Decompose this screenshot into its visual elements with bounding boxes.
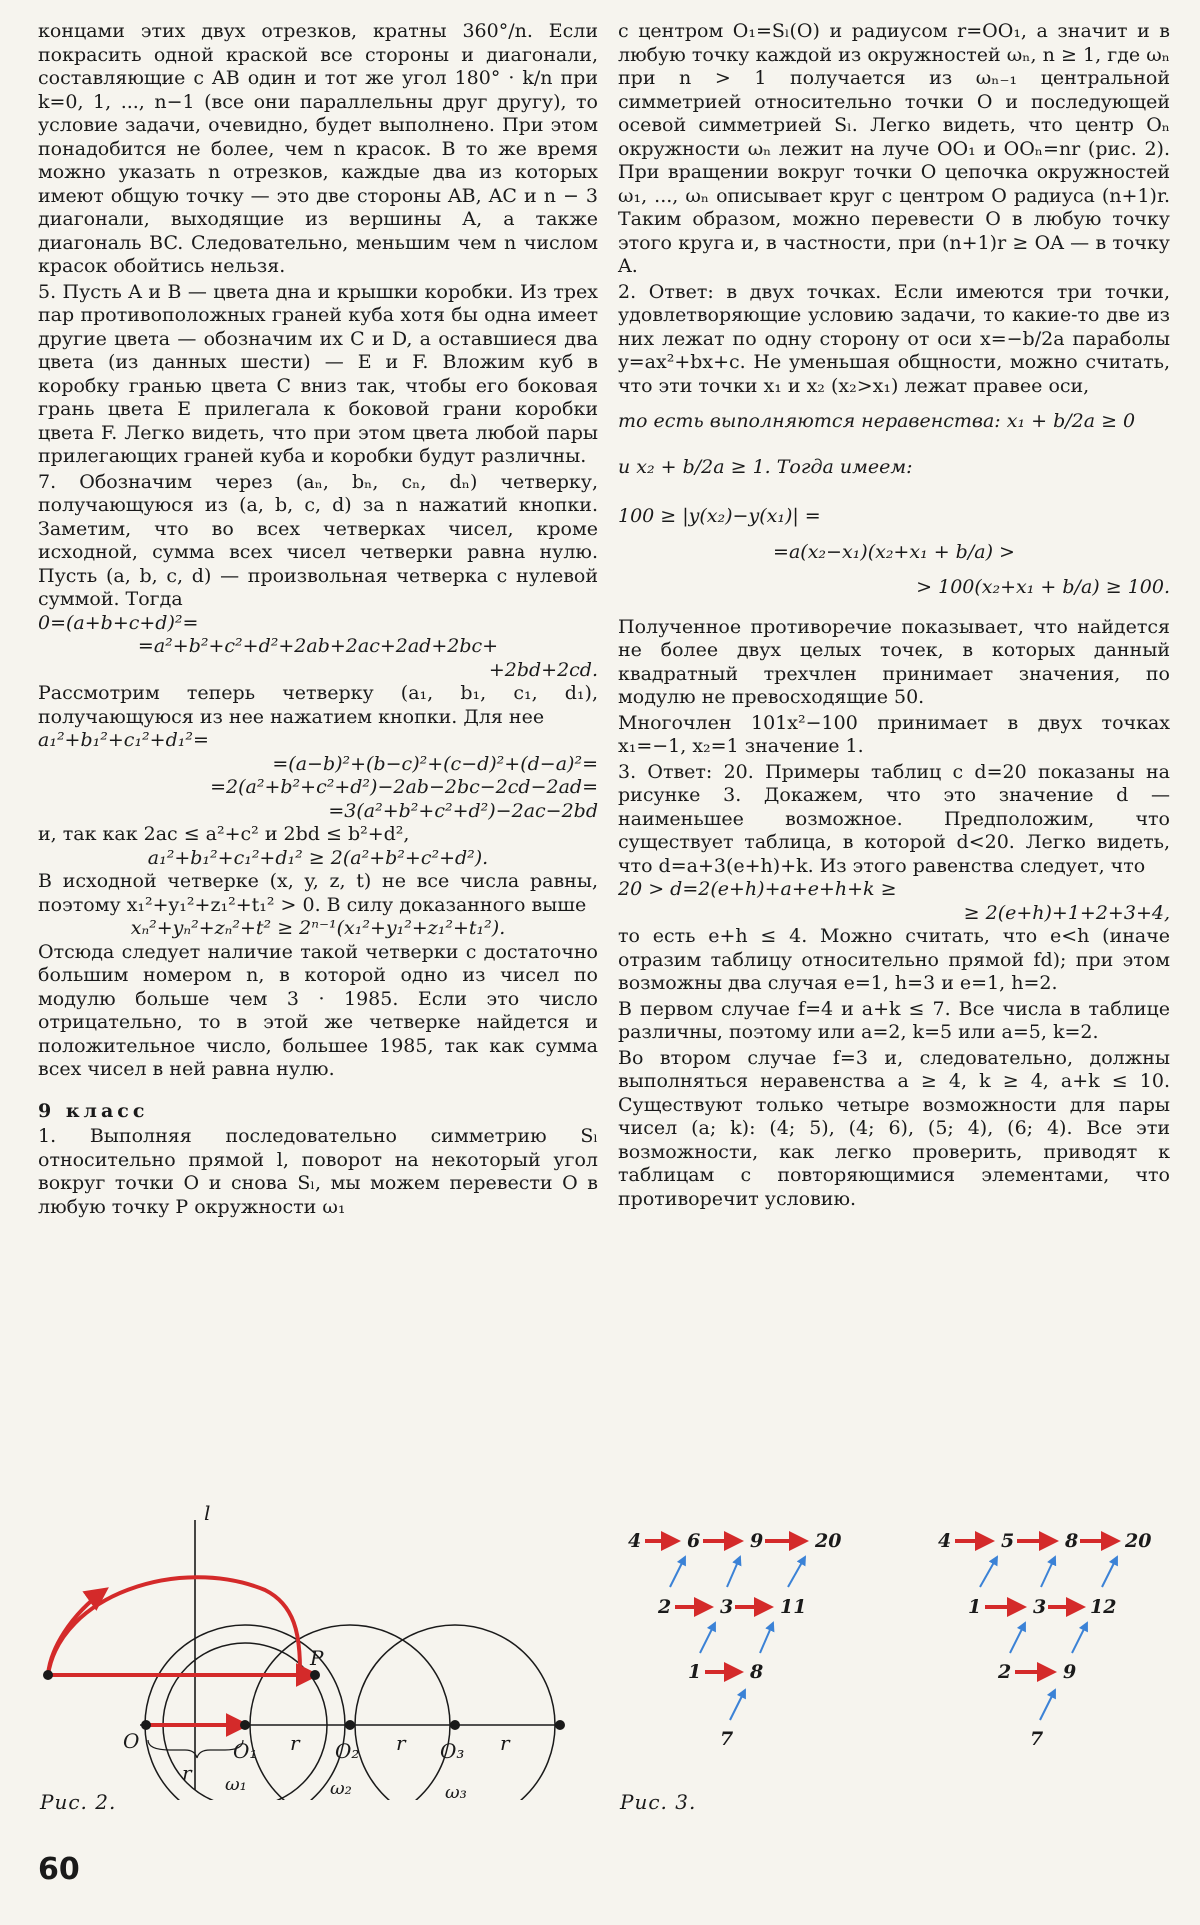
page-number: 60 xyxy=(38,1852,80,1887)
paragraph: Многочлен 101x²−100 принимает в двух точках x₁=−1, x₂=1 значение 1. xyxy=(618,711,1170,757)
figure-2-caption: Рис. 2. xyxy=(40,1790,117,1814)
problem-1: 1. Выполняя последовательно симметрию Sₗ относительно прямой l, поворот на некоторый угол вокруг точки O и снова Sₗ, мы можем перевести O в любую точку P окружности ω₁ xyxy=(38,1125,598,1218)
equation: =2(a²+b²+c²+d²)−2ab−2bc−2cd−2ad= xyxy=(210,776,598,798)
table-2-blue-arrows xyxy=(980,1557,1117,1720)
equation: 100 ≥ |y(x₂)−y(x₁)| = xyxy=(618,505,821,527)
label-O1: O₁ xyxy=(233,1739,258,1763)
table-2 xyxy=(938,1530,1151,1750)
equation: +2bd+2cd. xyxy=(488,658,598,681)
cell: 5 xyxy=(1001,1530,1015,1552)
label-r: r xyxy=(290,1731,300,1755)
equation: a₁²+b₁²+c₁²+d₁²= xyxy=(38,729,209,751)
cell: 3 xyxy=(1033,1596,1047,1618)
paragraph: Во втором случае f=3 и, следовательно, должны выполняться неравенства a ≥ 4, k ≥ 4, a+k ≤ 10. Существуют только четыре возможности для пары чисел (a; k): (4; 5), (4; 6), (5; 4), (6; 4). Все эти возможности, как легко проверить, приводят к таблицам с повторяющимися элементами, что противоречит условию. xyxy=(618,1046,1170,1210)
label-omega2: ω₂ xyxy=(330,1778,352,1799)
equation: =3(a²+b²+c²+d²)−2ac−2bd xyxy=(328,799,598,822)
problem-3: 3. Ответ: 20. Примеры таблиц с d=20 показаны на рисунке 3. Докажем, что это значение d — наименьшее возможное. Предположим, что существует таблица, в которой d<20. Легко видеть, что d=a+3(e+h)+k. Из этого равенства следует, что xyxy=(618,760,1170,877)
problem-5: 5. Пусть A и B — цвета дна и крышки коробки. Из трех пар противоположных граней куба хотя бы одна имеет другие цвета — обозначим их C и D, а оставшиеся два цвета (из данных шести) — E и F. Вложим куб в коробку гранью цвета C вниз так, чтобы его боковая грань цвета E прилегала к боковой грани коробки цвета F. Легко видеть, что при этом цвета любой пары прилегающих граней куба и коробки будут различны. xyxy=(38,280,598,467)
label-O: O xyxy=(123,1729,140,1753)
cell: 11 xyxy=(780,1596,807,1618)
equation: =a(x₂−x₁)(x₂+x₁ + b/a) > xyxy=(773,540,1015,563)
table-1 xyxy=(628,1530,841,1750)
paragraph: и, так как 2ac ≤ a²+c² и 2bd ≤ b²+d², xyxy=(38,823,410,845)
figure-3 xyxy=(615,1515,1175,1790)
paragraph: концами этих двух отрезков, кратны 360°/n. Если покрасить одной краской все стороны и диагонали, составляющие с AB один и тот же угол 180° · k/n при k=0, 1, ..., n−1 (все они параллельны друг другу), то условие задачи, очевидно, будет выполнено. При этом понадобится не более, чем n красок. В то же время можно указать n отрезков, каждые два из которых имеют общую точку — это две стороны AB, AC и n − 3 диагонали, выходящие из вершины A, а также диагональ BC. Следовательно, меньшим чем n числом красок обойтись нельзя. xyxy=(38,20,598,277)
right-column xyxy=(618,20,1170,1211)
cell: 8 xyxy=(1065,1530,1079,1552)
paragraph: с центром O₁=Sₗ(O) и радиусом r=OO₁, а значит и в любую точку каждой из окружностей ωₙ, n ≥ 1, где ωₙ при n > 1 получается из ωₙ₋₁ центральной симметрией относительно точки O и последующей осевой симметрией Sₗ. Легко видеть, что центр Oₙ окружности ωₙ лежит на луче OO₁ и OOₙ=nr (рис. 2). При вращении вокруг точки O цепочка окружностей ω₁, ..., ωₙ описывает круг с центром O радиуса (n+1)r. Таким образом, можно перевести O в любую точку этого круга и, в частности, при (n+1)r ≥ OA — в точку A. xyxy=(618,20,1170,277)
cell: 9 xyxy=(750,1530,764,1552)
figure-2 xyxy=(30,1500,590,1800)
equation: ≥ 2(e+h)+1+2+3+4, xyxy=(963,901,1170,924)
equation: 20 > d=2(e+h)+a+e+h+k ≥ xyxy=(618,878,897,900)
cell: 20 xyxy=(815,1530,842,1552)
label-P: P xyxy=(310,1646,324,1670)
equation: a₁²+b₁²+c₁²+d₁² ≥ 2(a²+b²+c²+d²). xyxy=(147,846,489,869)
equation: =(a−b)²+(b−c)²+(c−d)²+(d−a)²= xyxy=(272,752,598,775)
paragraph: Полученное противоречие показывает, что найдется не более двух целых точек, в которых данный квадратный трехчлен принимает значения, по модулю не превосходящие 50. xyxy=(618,615,1170,708)
cell: 4 xyxy=(938,1530,952,1552)
points xyxy=(43,1670,565,1730)
cell: 1 xyxy=(968,1596,982,1618)
cell: 7 xyxy=(1030,1728,1044,1750)
label-l: l xyxy=(204,1501,211,1525)
cell: 1 xyxy=(688,1661,702,1683)
label-O3: O₃ xyxy=(440,1739,465,1763)
label-r: r xyxy=(396,1731,406,1755)
problem-7: 7. Обозначим через (aₙ, bₙ, cₙ, dₙ) четверку, получающуюся из (a, b, c, d) за n нажатий кнопки. Заметим, что во всех четверках чисел, кроме исходной, сумма всех чисел четверки равна нулю. Пусть (a, b, c, d) — произвольная четверка с нулевой суммой. Тогда xyxy=(38,470,598,610)
label-omega3: ω₃ xyxy=(445,1782,467,1800)
label-omega1: ω₁ xyxy=(225,1774,247,1795)
equation: и x₂ + b/2a ≥ 1. Тогда имеем: xyxy=(618,455,913,478)
paragraph: Рассмотрим теперь четверку (a₁, b₁, c₁, d₁), получающуюся из нее нажатием кнопки. Для нее xyxy=(38,682,598,728)
problem-2: 2. Ответ: в двух точках. Если имеются три точки, удовлетворяющие условию задачи, то какие-то две из них лежат по одну сторону от оси x=−b/2a параболы y=ax²+bx+c. Не уменьшая общности, можно считать, что эти точки x₁ и x₂ (x₂>x₁) лежат правее оси, xyxy=(618,280,1170,397)
cell: 12 xyxy=(1090,1596,1117,1618)
red-arc-head xyxy=(48,1590,105,1675)
label-r: r xyxy=(500,1731,510,1755)
equation: xₙ²+yₙ²+zₙ²+t² ≥ 2ⁿ⁻¹(x₁²+y₁²+z₁²+t₁²). xyxy=(130,917,506,939)
equation: то есть выполняются неравенства: x₁ + b/2a ≥ 0 xyxy=(618,410,1136,432)
cell: 4 xyxy=(628,1530,642,1552)
cell: 3 xyxy=(720,1596,734,1618)
paragraph: то есть e+h ≤ 4. Можно считать, что e<h (иначе отразим таблицу относительно прямой fd); при этом возможны два случая e=1, h=3 и e=1, h=2. xyxy=(618,925,1170,994)
equation: 0=(a+b+c+d)²= xyxy=(38,611,199,634)
label-r: r xyxy=(182,1761,192,1785)
circle-omega3 xyxy=(355,1625,555,1800)
paragraph: В первом случае f=4 и a+k ≤ 7. Все числа в таблице различны, поэтому или a=2, k=5 или a=5, k=2. xyxy=(618,997,1170,1043)
cell: 7 xyxy=(720,1728,734,1750)
cell: 2 xyxy=(658,1596,672,1618)
cell: 8 xyxy=(750,1661,764,1683)
cell: 9 xyxy=(1063,1661,1077,1683)
equation: > 100(x₂+x₁ + b/a) ≥ 100. xyxy=(916,576,1170,598)
table-1-blue-arrows xyxy=(670,1557,805,1720)
paragraph: Отсюда следует наличие такой четверки с достаточно большим номером n, в которой одно из чисел по модулю больше чем 3 · 1985. Если это число отрицательно, то в этой же четверке найдется и положительное число, большее 1985, так как сумма всех чисел в ней равна нулю. xyxy=(38,940,598,1080)
cell: 2 xyxy=(998,1661,1012,1683)
cell: 20 xyxy=(1125,1530,1152,1552)
section-heading: 9 класс xyxy=(38,1099,149,1122)
paragraph: В исходной четверке (x, y, z, t) не все числа равны, поэтому x₁²+y₁²+z₁²+t₁² > 0. В силу доказанного выше xyxy=(38,870,598,916)
left-column xyxy=(38,20,598,1219)
equation: =a²+b²+c²+d²+2ab+2ac+2ad+2bc+ xyxy=(137,635,499,657)
cell: 6 xyxy=(687,1530,701,1552)
label-O2: O₂ xyxy=(335,1739,360,1763)
figure-3-caption: Рис. 3. xyxy=(620,1790,697,1814)
